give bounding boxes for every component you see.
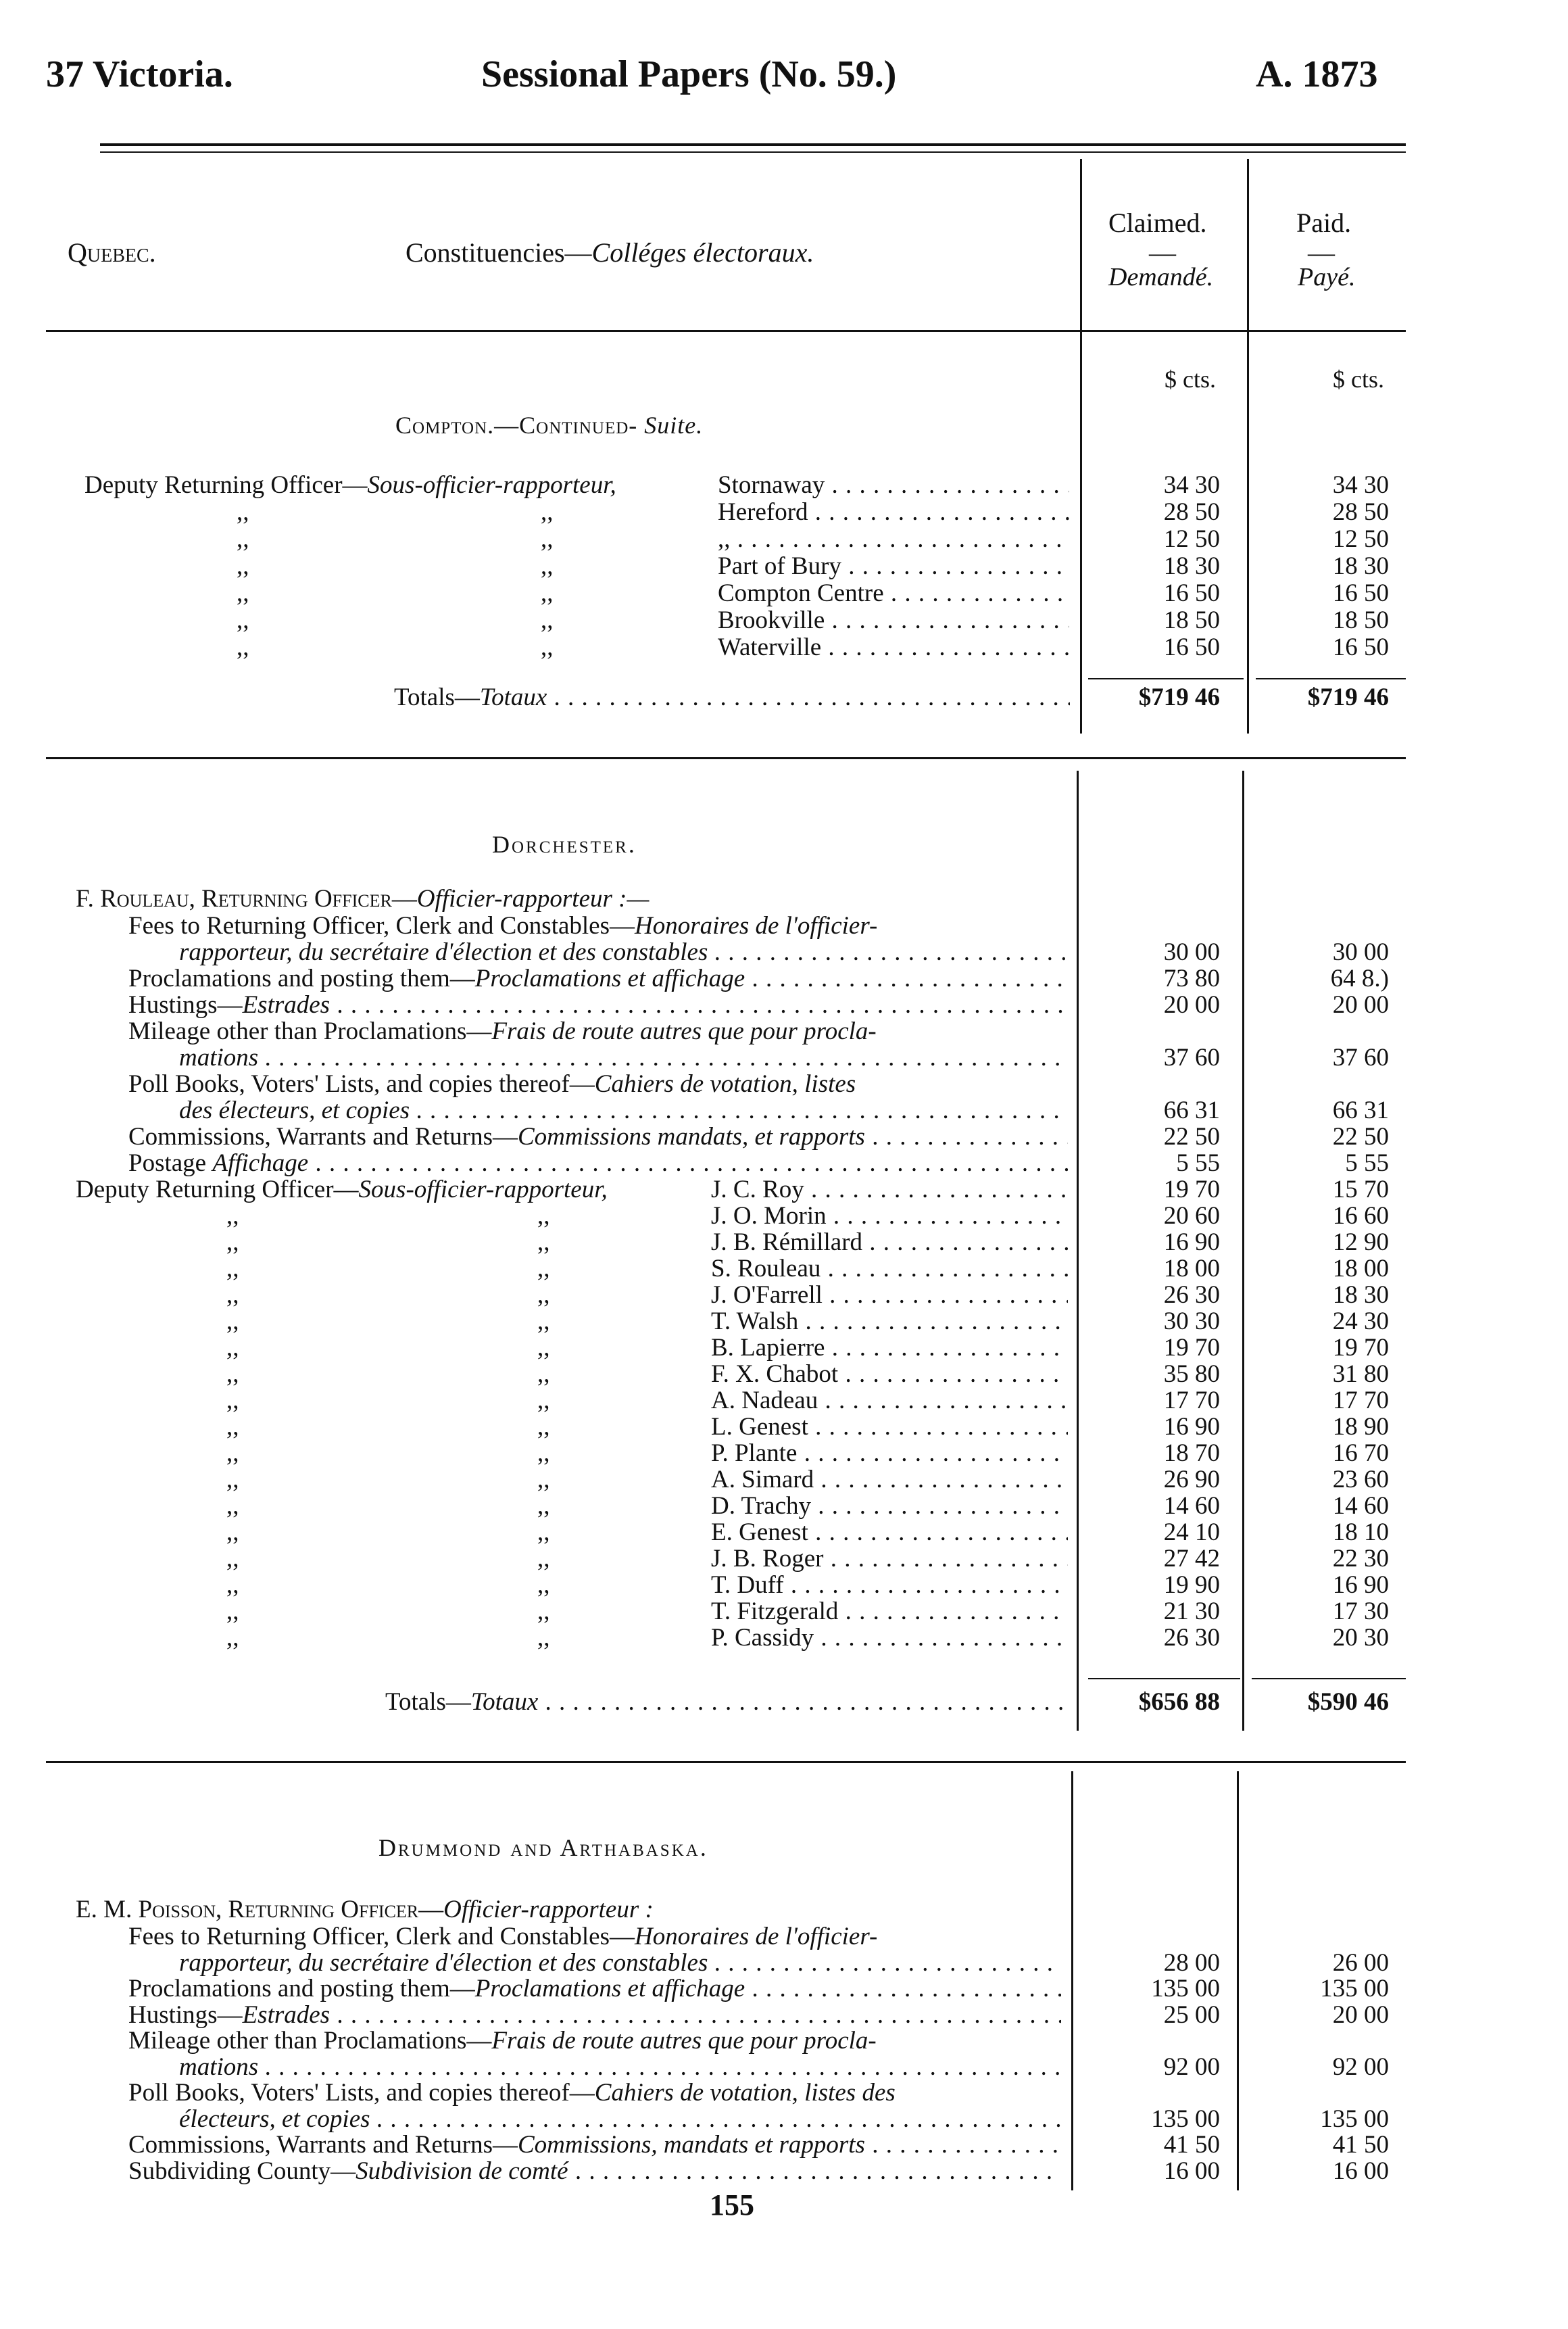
- dorchester-deputy-row: [0, 1572, 1568, 1599]
- amount-paid: 18 10: [1332, 1518, 1389, 1546]
- item-en: Proclamations and posting them—: [128, 965, 475, 992]
- compton-heading: [395, 411, 703, 439]
- item-fr: Proclamations et affichage: [474, 1975, 745, 2002]
- paid-heading: Paid.: [1296, 208, 1352, 238]
- dorchester-end-rule: [46, 1761, 1406, 1763]
- ditto-mark: ,,: [237, 606, 249, 634]
- amount-claimed: 19 70: [1163, 1176, 1220, 1203]
- header-volume: 37 Victoria.: [46, 53, 233, 95]
- dorchester-deputy-row: [0, 1625, 1568, 1652]
- compton-row: [0, 472, 1568, 499]
- drummond-item: [0, 2158, 1568, 2185]
- compton-row: [0, 499, 1568, 526]
- item-fr-cont: mations . . .: [179, 1045, 1068, 1072]
- item-fr: Honoraires de l'officier-: [635, 912, 878, 940]
- item-fr-cont: mations . . .: [179, 2054, 1061, 2081]
- item-fr: Proclamations et affichage: [474, 965, 745, 992]
- drummond-item-text: [128, 2027, 877, 2055]
- paid-dash: —: [1308, 237, 1335, 268]
- ditto-mark: ,,: [537, 1334, 550, 1362]
- amount-paid: 16 90: [1332, 1571, 1389, 1599]
- dorchester-deputy-row: [0, 1335, 1568, 1362]
- amount-paid: 5 55: [1345, 1149, 1389, 1177]
- deputy-name: J. C. Roy . . .: [711, 1176, 1068, 1203]
- province-heading: Quebec.: [68, 237, 156, 268]
- drummond-item-text: [128, 2158, 1061, 2185]
- item-fr: Commissions, mandats et rapports: [517, 2132, 865, 2159]
- claimed-dash: —: [1149, 237, 1176, 268]
- drummond-item: [0, 2002, 1568, 2029]
- dorchester-total-label: [385, 1689, 1068, 1716]
- dorchester-deputy-row: [0, 1176, 1568, 1203]
- compton-place: Stornaway . . .: [718, 472, 1069, 499]
- ditto-mark: ,,: [226, 1545, 239, 1572]
- amount-claimed: 66 31: [1163, 1097, 1220, 1124]
- amount-claimed: 5 55: [1176, 1149, 1220, 1177]
- compton-row: [0, 580, 1568, 607]
- amount-claimed: 20 00: [1163, 991, 1220, 1019]
- dorchester-item-text: [128, 1018, 877, 1045]
- dorchester-item-text: [128, 913, 877, 940]
- ditto-mark: ,,: [237, 525, 249, 553]
- ditto-mark: ,,: [537, 1202, 550, 1230]
- amount-claimed: 18 50: [1163, 606, 1220, 634]
- ditto-mark: ,,: [226, 1492, 239, 1520]
- item-fr: Estrades: [242, 992, 330, 1019]
- compton-end-rule: [46, 757, 1406, 759]
- amount-claimed: 73 80: [1163, 965, 1220, 992]
- dorchester-officer-line: [76, 886, 649, 913]
- dorchester-total-row: [0, 1689, 1568, 1716]
- compton-place: Hereford . . .: [718, 499, 1069, 526]
- dorchester-item: [0, 992, 1568, 1019]
- ditto-mark: ,,: [541, 498, 554, 526]
- dorchester-heading: Dorchester.: [492, 831, 637, 858]
- dorchester-total-claimed: $656 88: [1138, 1688, 1220, 1716]
- heading-rule: [46, 330, 1406, 332]
- amount-claimed: 26 30: [1163, 1624, 1220, 1652]
- amount-paid: 17 70: [1332, 1387, 1389, 1414]
- ditto-mark: ,,: [226, 1228, 239, 1256]
- dorchester-deputy-row: [0, 1545, 1568, 1572]
- dorchester-deputy-row: [0, 1387, 1568, 1414]
- deputy-name: T. Walsh . . .: [711, 1308, 1068, 1335]
- amount-claimed: 28 00: [1163, 1948, 1220, 1977]
- item-en: Hustings—: [128, 992, 243, 1019]
- compton-total-label-en: Totals—: [394, 684, 480, 711]
- compton-place: Brookville . . .: [718, 607, 1069, 634]
- item-en: Mileage other than Proclamations—: [128, 1017, 492, 1045]
- amount-claimed: 19 90: [1163, 1571, 1220, 1599]
- ditto-mark: ,,: [537, 1545, 550, 1572]
- ditto-mark: ,,: [226, 1202, 239, 1230]
- amount-claimed: 30 00: [1163, 938, 1220, 966]
- amount-claimed: 92 00: [1163, 2052, 1220, 2081]
- amount-paid: 18 30: [1332, 552, 1389, 580]
- drummond-item: [0, 2106, 1568, 2133]
- compton-place: Waterville . . .: [718, 634, 1069, 661]
- drummond-item: [0, 2132, 1568, 2159]
- item-en: Postage: [128, 1150, 213, 1177]
- amount-claimed: 18 30: [1163, 552, 1220, 580]
- amount-paid: 24 30: [1332, 1307, 1389, 1335]
- dorchester-item-line: [0, 913, 1568, 940]
- drummond-item: [0, 1975, 1568, 2002]
- ditto-mark: ,,: [537, 1624, 550, 1652]
- compton-total-label: [394, 684, 1070, 711]
- compton-deputy-label: [84, 472, 616, 499]
- item-en: Poll Books, Voters' Lists, and copies thereof—: [128, 2079, 595, 2107]
- ditto-mark: ,,: [541, 606, 554, 634]
- amount-paid: 19 70: [1332, 1334, 1389, 1362]
- ditto-mark: ,,: [237, 498, 249, 526]
- compton-heading-en: Compton.—Continued-: [395, 412, 638, 439]
- ditto-mark: ,,: [537, 1360, 550, 1388]
- amount-paid: 26 00: [1332, 1948, 1389, 1977]
- dorchester-officer: [0, 886, 1568, 913]
- drummond-item-text: [128, 2132, 1061, 2159]
- compton-total-row: [0, 684, 1568, 711]
- dorchester-deputy-row: [0, 1255, 1568, 1282]
- drummond-officer: [0, 1896, 1568, 1923]
- header-title: Sessional Papers (No. 59.): [481, 53, 897, 95]
- dorchester-deputy-row: [0, 1598, 1568, 1625]
- amount-claimed: 22 50: [1163, 1123, 1220, 1151]
- amount-claimed: 16 50: [1163, 633, 1220, 661]
- ditto-mark: ,,: [237, 633, 249, 661]
- dorchester-officer-fr: Officier-rapporteur :—: [416, 885, 650, 913]
- amount-paid: 15 70: [1332, 1176, 1389, 1203]
- ditto-mark: ,,: [537, 1571, 550, 1599]
- ditto-mark: ,,: [226, 1334, 239, 1362]
- amount-claimed: 20 60: [1163, 1202, 1220, 1230]
- amount-paid: 22 50: [1332, 1123, 1389, 1151]
- header-rule-thin: [100, 151, 1406, 153]
- amount-claimed: 35 80: [1163, 1360, 1220, 1388]
- amount-paid: 18 50: [1332, 606, 1389, 634]
- ditto-mark: ,,: [226, 1571, 239, 1599]
- ditto-mark: ,,: [226, 1466, 239, 1493]
- dorchester-item-text: [128, 1124, 1068, 1151]
- ditto-mark: ,,: [537, 1307, 550, 1335]
- amount-paid: 92 00: [1332, 2052, 1389, 2081]
- dorchester-officer-name: F. Rouleau, Returning Officer—: [76, 885, 417, 913]
- item-fr: Subdivision de comté: [356, 2157, 568, 2185]
- drummond-item-line: [0, 1923, 1568, 1950]
- compton-row: [0, 634, 1568, 661]
- drummond-officer-name: E. M. Poisson, Returning Officer—: [76, 1896, 444, 1923]
- compton-total-paid: $719 46: [1307, 683, 1389, 711]
- dorchester-item: [0, 1124, 1568, 1151]
- drummond-item-line: [0, 2027, 1568, 2055]
- dorchester-deputy-row: [0, 1493, 1568, 1520]
- drummond-item-text: [128, 1975, 1061, 2002]
- amount-claimed: 18 70: [1163, 1439, 1220, 1467]
- amount-paid: 28 50: [1332, 498, 1389, 526]
- ditto-mark: ,,: [226, 1439, 239, 1467]
- amount-paid: 66 31: [1332, 1097, 1389, 1124]
- amount-paid: 16 60: [1332, 1202, 1389, 1230]
- amount-paid: 30 00: [1332, 938, 1389, 966]
- page-number: 155: [710, 2188, 754, 2222]
- amount-paid: 23 60: [1332, 1466, 1389, 1493]
- item-en: Subdividing County—: [128, 2157, 356, 2185]
- constituencies-en: Constituencies: [406, 237, 565, 268]
- ditto-mark: ,,: [226, 1518, 239, 1546]
- dorchester-item-text: [128, 1071, 856, 1098]
- item-fr: Affichage: [212, 1150, 309, 1177]
- ditto-mark: ,,: [537, 1228, 550, 1256]
- amount-paid: 16 00: [1332, 2157, 1389, 2185]
- dorchester-total-paid: $590 46: [1307, 1688, 1389, 1716]
- compton-total-rule-2: [1256, 678, 1406, 679]
- item-fr: Cahiers de votation, listes des: [594, 2079, 896, 2107]
- amount-paid: 41 50: [1332, 2131, 1389, 2159]
- item-fr: Estrades: [242, 2001, 330, 2029]
- item-en: Commissions, Warrants and Returns—: [128, 1124, 518, 1151]
- amount-paid: 135 00: [1320, 2105, 1389, 2133]
- amount-claimed: 30 30: [1163, 1307, 1220, 1335]
- dorchester-total-label-en: Totals—: [385, 1689, 471, 1716]
- deputy-name: J. O. Morin . . .: [711, 1203, 1068, 1230]
- drummond-item-text: [128, 1923, 877, 1950]
- amount-paid: 20 00: [1332, 991, 1389, 1019]
- dorchester-deputy-row: [0, 1282, 1568, 1309]
- drummond-heading: Drummond and Arthabaska.: [378, 1834, 708, 1861]
- drummond-item-text: [128, 2080, 896, 2107]
- ditto-mark: ,,: [537, 1598, 550, 1625]
- dorchester-deputy-row: [0, 1203, 1568, 1230]
- item-fr: Frais de route autres que pour procla-: [491, 2027, 877, 2055]
- dorchester-deputy-row: [0, 1229, 1568, 1256]
- deputy-label-fr: Sous-officier-rapporteur,: [358, 1176, 608, 1203]
- amount-claimed: 34 30: [1163, 471, 1220, 499]
- ditto-mark: ,,: [226, 1255, 239, 1282]
- ditto-mark: ,,: [537, 1413, 550, 1441]
- item-en: Poll Books, Voters' Lists, and copies thereof—: [128, 1070, 595, 1098]
- ditto-mark: ,,: [226, 1387, 239, 1414]
- compton-place: ,, . . .: [718, 526, 1069, 553]
- item-fr: Frais de route autres que pour procla-: [491, 1017, 877, 1045]
- paid-heading-fr: Payé.: [1298, 263, 1356, 291]
- compton-row: [0, 526, 1568, 553]
- amount-paid: 34 30: [1332, 471, 1389, 499]
- item-en: Proclamations and posting them—: [128, 1975, 475, 2002]
- amount-claimed: 24 10: [1163, 1518, 1220, 1546]
- amount-claimed: 18 00: [1163, 1255, 1220, 1282]
- deputy-name: D. Trachy . . .: [711, 1493, 1068, 1520]
- amount-claimed: 16 00: [1163, 2157, 1220, 2185]
- ditto-mark: ,,: [537, 1439, 550, 1467]
- ditto-mark: ,,: [237, 552, 249, 580]
- amount-claimed: 26 90: [1163, 1466, 1220, 1493]
- deputy-name: T. Fitzgerald . . .: [711, 1598, 1068, 1625]
- deputy-name: A. Simard . . .: [711, 1466, 1068, 1493]
- ditto-mark: ,,: [226, 1360, 239, 1388]
- dorchester-item-text: [128, 965, 1068, 992]
- compton-row: [0, 607, 1568, 634]
- amount-paid: 14 60: [1332, 1492, 1389, 1520]
- compton-place: Part of Bury . . .: [718, 553, 1069, 580]
- amount-claimed: 12 50: [1163, 525, 1220, 553]
- amount-claimed: 41 50: [1163, 2131, 1220, 2159]
- amount-claimed: 135 00: [1151, 2105, 1220, 2133]
- compton-total-label-fr: Totaux: [479, 684, 547, 711]
- deputy-name: E. Genest . . .: [711, 1519, 1068, 1546]
- compton-total-claimed: $719 46: [1138, 683, 1220, 711]
- dorchester-deputy-row: [0, 1361, 1568, 1388]
- ditto-mark: ,,: [226, 1307, 239, 1335]
- compton-heading-fr: Suite.: [644, 412, 704, 439]
- item-fr: Honoraires de l'officier-: [635, 1923, 878, 1950]
- compton-row: [0, 553, 1568, 580]
- ditto-mark: ,,: [541, 579, 554, 607]
- amount-paid: 22 30: [1332, 1545, 1389, 1572]
- ditto-mark: ,,: [537, 1518, 550, 1546]
- deputy-name: J. B. Roger . . .: [711, 1545, 1068, 1572]
- dorchester-deputy-row: [0, 1440, 1568, 1467]
- item-fr-cont: rapporteur, du secrétaire d'élection et des constables . . .: [179, 1950, 1061, 1977]
- amount-paid: 12 90: [1332, 1228, 1389, 1256]
- amount-claimed: 19 70: [1163, 1334, 1220, 1362]
- amount-claimed: 25 00: [1163, 2000, 1220, 2029]
- deputy-name: T. Duff . . .: [711, 1572, 1068, 1599]
- compton-total-rule-1: [1088, 678, 1244, 679]
- deputy-name: F. X. Chabot . . .: [711, 1361, 1068, 1388]
- deputy-label-fr: Sous-officier-rapporteur,: [367, 471, 616, 499]
- deputy-label-en: Deputy Returning Officer—: [84, 471, 368, 499]
- claimed-heading: Claimed.: [1108, 208, 1207, 238]
- amount-claimed: 135 00: [1151, 1975, 1220, 2002]
- amount-paid: 16 50: [1332, 579, 1389, 607]
- deputy-name: J. B. Rémillard . . .: [711, 1229, 1068, 1256]
- item-en: Mileage other than Proclamations—: [128, 2027, 492, 2055]
- amount-claimed: 27 42: [1163, 1545, 1220, 1572]
- amount-claimed: 26 30: [1163, 1281, 1220, 1309]
- dorchester-deputy-row: [0, 1466, 1568, 1493]
- dorchester-deputy-label: [76, 1176, 608, 1203]
- item-fr-cont: rapporteur, du secrétaire d'élection et des constables . . .: [179, 939, 1068, 966]
- header-year: A. 1873: [1256, 53, 1378, 95]
- amount-claimed: 17 70: [1163, 1387, 1220, 1414]
- amount-paid: 17 30: [1332, 1598, 1389, 1625]
- dorchester-deputy-row: [0, 1519, 1568, 1546]
- amount-claimed: 21 30: [1163, 1598, 1220, 1625]
- amount-claimed: 37 60: [1163, 1044, 1220, 1072]
- claimed-heading-fr: Demandé.: [1108, 263, 1214, 291]
- amount-claimed: 16 90: [1163, 1228, 1220, 1256]
- dorchester-total-rule-1: [1088, 1678, 1240, 1679]
- amount-paid: 18 30: [1332, 1281, 1389, 1309]
- item-en: Fees to Returning Officer, Clerk and Constables—: [128, 1923, 635, 1950]
- deputy-label-en: Deputy Returning Officer—: [76, 1176, 359, 1203]
- dorchester-total-rule-2: [1252, 1678, 1406, 1679]
- dorchester-item: [0, 1045, 1568, 1072]
- amount-paid: 20 30: [1332, 1624, 1389, 1652]
- dorchester-deputy-row: [0, 1308, 1568, 1335]
- deputy-name: P. Plante . . .: [711, 1440, 1068, 1467]
- ditto-mark: ,,: [541, 633, 554, 661]
- dorchester-item: [0, 965, 1568, 992]
- deputy-name: S. Rouleau . . .: [711, 1255, 1068, 1282]
- item-fr: Cahiers de votation, listes: [594, 1070, 856, 1098]
- amount-paid: 31 80: [1332, 1360, 1389, 1388]
- item-en: Hustings—: [128, 2001, 243, 2029]
- amount-paid: 37 60: [1332, 1044, 1389, 1072]
- ditto-mark: ,,: [537, 1281, 550, 1309]
- dorchester-item-line: [0, 1018, 1568, 1045]
- dorchester-item: [0, 1150, 1568, 1177]
- item-fr-cont: des électeurs, et copies . . .: [179, 1097, 1068, 1124]
- drummond-officer-fr: Officier-rapporteur :: [443, 1896, 654, 1923]
- constituencies-heading: Constituencies—Colléges électoraux.: [406, 237, 814, 268]
- ditto-mark: ,,: [541, 525, 554, 553]
- amount-paid: 16 70: [1332, 1439, 1389, 1467]
- units-claimed: $ cts.: [1165, 366, 1216, 393]
- amount-paid: 20 00: [1332, 2000, 1389, 2029]
- amount-paid: 12 50: [1332, 525, 1389, 553]
- ditto-mark: ,,: [226, 1598, 239, 1625]
- deputy-name: B. Lapierre . . .: [711, 1335, 1068, 1362]
- ditto-mark: ,,: [226, 1281, 239, 1309]
- ditto-mark: ,,: [226, 1624, 239, 1652]
- amount-paid: 18 00: [1332, 1255, 1389, 1282]
- amount-claimed: 16 90: [1163, 1413, 1220, 1441]
- amount-claimed: 16 50: [1163, 579, 1220, 607]
- dorchester-item: [0, 1097, 1568, 1124]
- drummond-item-line: [0, 2080, 1568, 2107]
- item-fr-cont: électeurs, et copies . . .: [179, 2106, 1061, 2133]
- amount-paid: 16 50: [1332, 633, 1389, 661]
- amount-paid: 64 8.): [1330, 965, 1389, 992]
- dorchester-deputy-row: [0, 1414, 1568, 1441]
- ditto-mark: ,,: [226, 1413, 239, 1441]
- ditto-mark: ,,: [537, 1466, 550, 1493]
- amount-claimed: 14 60: [1163, 1492, 1220, 1520]
- drummond-officer-line: [76, 1896, 654, 1923]
- dorchester-item-text: [128, 992, 1068, 1019]
- item-fr: Commissions mandats, et rapports: [517, 1124, 865, 1151]
- dorchester-total-label-fr: Totaux: [470, 1689, 539, 1716]
- drummond-item: [0, 1950, 1568, 1977]
- dorchester-item-line: [0, 1071, 1568, 1098]
- ditto-mark: ,,: [537, 1255, 550, 1282]
- deputy-name: P. Cassidy . . .: [711, 1625, 1068, 1652]
- dorchester-item: [0, 939, 1568, 966]
- constituencies-fr: Colléges électoraux.: [591, 237, 814, 268]
- amount-paid: 135 00: [1320, 1975, 1389, 2002]
- deputy-name: L. Genest . . .: [711, 1414, 1068, 1441]
- deputy-name: A. Nadeau . . .: [711, 1387, 1068, 1414]
- compton-place: Compton Centre . . .: [718, 580, 1069, 607]
- drummond-item-text: [128, 2002, 1061, 2029]
- item-en: Commissions, Warrants and Returns—: [128, 2132, 518, 2159]
- dorchester-item-text: [128, 1150, 1068, 1177]
- drummond-item: [0, 2054, 1568, 2081]
- header-rule: [100, 143, 1406, 146]
- deputy-name: J. O'Farrell . . .: [711, 1282, 1068, 1309]
- ditto-mark: ,,: [537, 1387, 550, 1414]
- ditto-mark: ,,: [237, 579, 249, 607]
- amount-paid: 18 90: [1332, 1413, 1389, 1441]
- amount-claimed: 28 50: [1163, 498, 1220, 526]
- ditto-mark: ,,: [537, 1492, 550, 1520]
- item-en: Fees to Returning Officer, Clerk and Constables—: [128, 912, 635, 940]
- units-paid: $ cts.: [1333, 366, 1384, 393]
- ditto-mark: ,,: [541, 552, 554, 580]
